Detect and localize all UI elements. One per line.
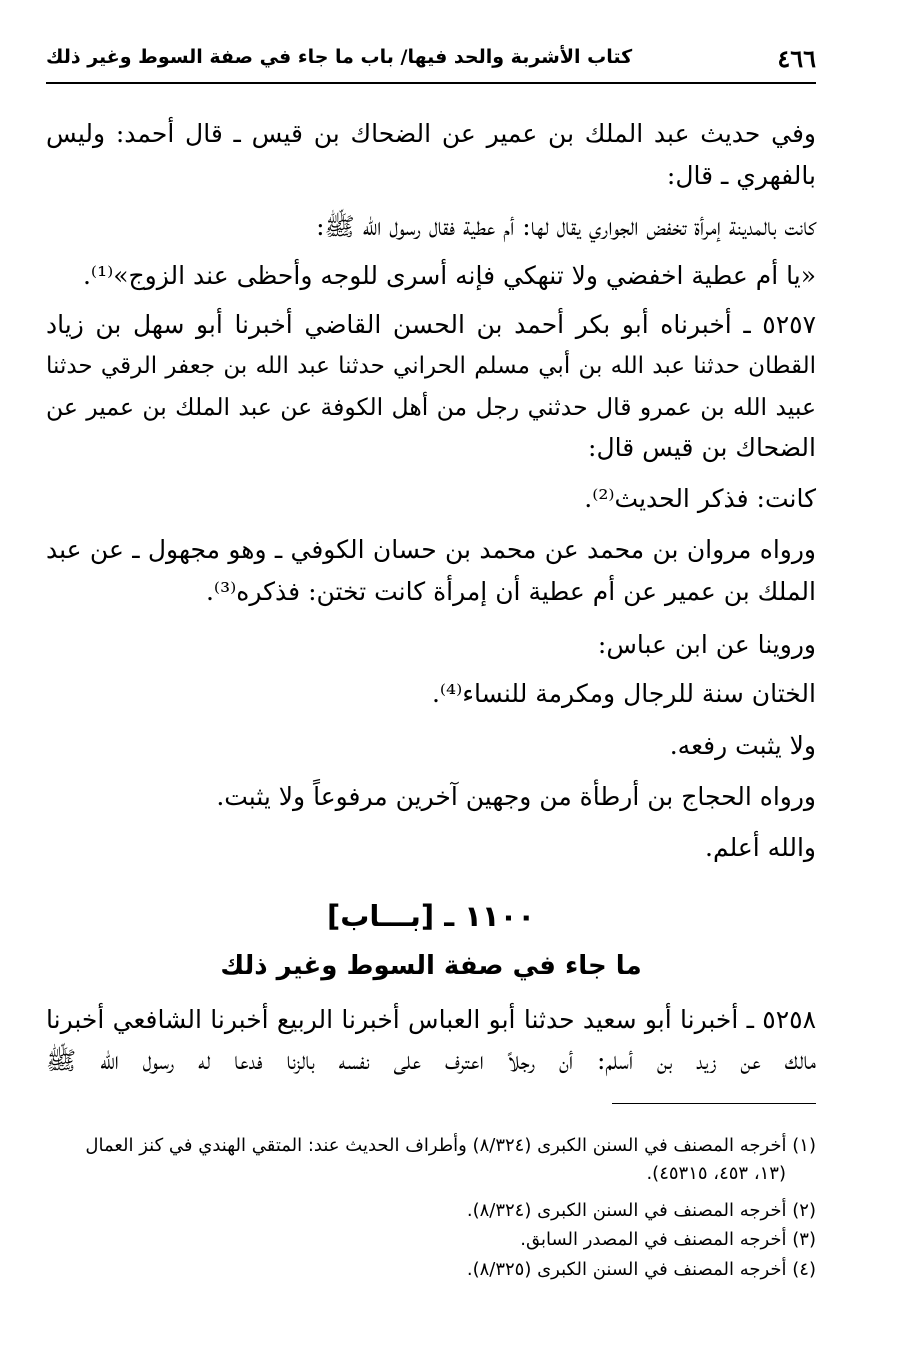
running-title: كتاب الأشربة والحد فيها/ باب ما جاء في صفة السوط وغير ذلك — [46, 46, 633, 68]
body-line: القطان حدثنا عبد الله بن أبي مسلم الحراني حدثنا عبد الله بن جعفر الرقي حدثنا — [46, 353, 816, 379]
header-rule — [46, 82, 816, 84]
body-line: وروينا عن ابن عباس: — [597, 630, 816, 659]
body-line: الضحاك بن قيس قال: — [588, 433, 816, 462]
body-line: ورواه الحجاج بن أرطأة من وجهين آخرين مرفوعاً ولا يثبت. — [216, 782, 816, 811]
hadith-line: ٥٢٥٧ ـ أخبرناه أبو بكر أحمد بن الحسن القاضي أخبرنا أبو سهل بن زياد — [46, 310, 816, 339]
body-line: عبيد الله بن عمرو قال حدثني رجل من أهل الكوفة عن عبد الملك بن عمير عن — [46, 393, 816, 421]
running-header — [46, 40, 816, 80]
body-line: وفي حديث عبد الملك بن عمير عن الضحاك بن قيس ـ قال أحمد: وليس — [46, 119, 816, 148]
body-line: والله أعلم. — [705, 833, 816, 862]
body-line: ولا يثبت رفعه. — [669, 731, 816, 760]
footnote: (١٣، ٤٥٣، ٤٥٣١٥). — [646, 1163, 786, 1184]
chapter-heading: ١١٠٠ ـ [بـــاب] — [326, 899, 536, 933]
body-line: الختان سنة للرجال ومكرمة للنساء⁽⁴⁾. — [431, 679, 816, 708]
footnote: (١) أخرجه المصنف في السنن الكبرى (٨/٣٢٤) وأطراف الحديث عند: المتقي الهندي في كنز العمال — [85, 1135, 816, 1156]
page-number: ٤٦٦ — [777, 44, 816, 73]
body-line: مالك عن زيد بن أسلم: أن رجلاً اعترف على نفسه بالزنا فدعا له رسول الله ﷺ — [46, 1046, 816, 1075]
body-line: ورواه مروان بن محمد عن محمد بن حسان الكوفي ـ وهو مجهول ـ عن عبد — [46, 535, 816, 564]
footnote: (٢) أخرجه المصنف في السنن الكبرى (٨/٣٢٤). — [466, 1200, 816, 1221]
footnote-rule — [612, 1103, 816, 1104]
body-line: كانت: فذكر الحديث⁽²⁾. — [584, 484, 816, 513]
body-line: كانت بالمدينة إمرأة تخفض الجواري يقال لها: أم عطية فقال رسول الله ﷺ: — [316, 212, 816, 241]
body-line: «يا أم عطية اخفضي ولا تنهكي فإنه أسرى للوجه وأحظى عند الزوج»⁽¹⁾. — [82, 261, 816, 290]
hadith-line: ٥٢٥٨ ـ أخبرنا أبو سعيد حدثنا أبو العباس أخبرنا الربيع أخبرنا الشافعي أخبرنا — [46, 1005, 816, 1034]
footnote: (٣) أخرجه المصنف في المصدر السابق. — [520, 1229, 816, 1250]
body-line: بالفهري ـ قال: — [666, 161, 816, 190]
chapter-subheading: ما جاء في صفة السوط وغير ذلك — [220, 951, 642, 981]
body-line: الملك بن عمير عن أم عطية أن إمرأة كانت تختن: فذكره⁽³⁾. — [205, 577, 816, 606]
footnote: (٤) أخرجه المصنف في السنن الكبرى (٨/٣٢٥). — [466, 1259, 816, 1280]
